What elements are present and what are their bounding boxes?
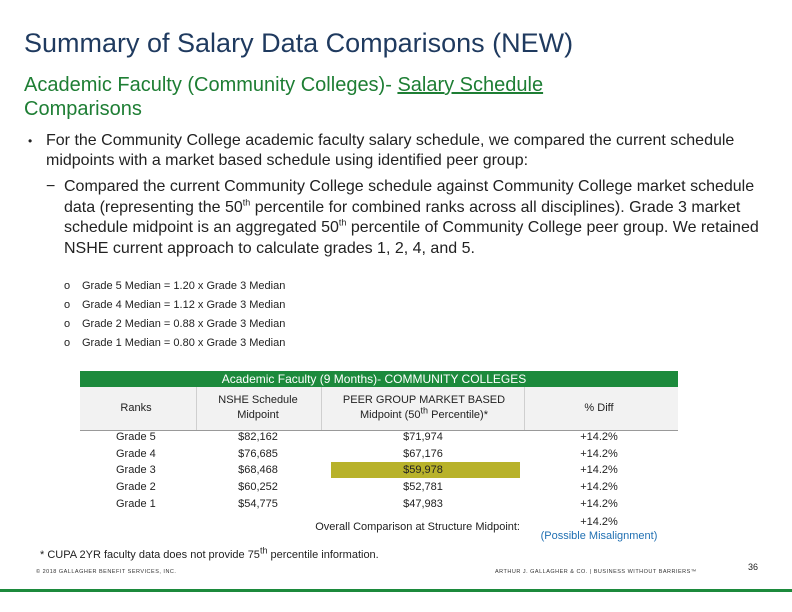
table-cell: +14.2%	[580, 447, 618, 460]
dash-text: Compared the current Community College schedule against Community College market schedule data (representing the 50th percentile for combined ranks across all disciplines). Grade 3 market schedule midpoint is an aggregated 50th percentile of Community College peer group. We retained NSHE current approach to calculate grades 1, 2, 4, and 5.	[64, 178, 759, 257]
footer-rule	[0, 589, 792, 592]
main-bullet	[28, 131, 773, 171]
table-cell: $59,978	[403, 464, 443, 477]
column-divider	[196, 387, 197, 431]
list-item: o Grade 1 Median = 0.80 x Grade 3 Median	[64, 337, 286, 349]
column-divider	[321, 387, 322, 431]
subtitle-part3: Comparisons	[24, 98, 142, 120]
grade-ratio-list	[64, 279, 285, 355]
ranks-column	[116, 429, 196, 513]
footnote: * CUPA 2YR faculty data does not provide 75th percentile information.	[40, 545, 379, 561]
col-header-nshe: NSHE Schedule Midpoint	[218, 394, 298, 421]
dash-item	[46, 177, 776, 259]
bullet-text: For the Community College academic faculty salary schedule, we compared the current schedule midpoints with a market based schedule using identified peer group:	[46, 132, 735, 169]
column-divider	[524, 387, 525, 431]
table-cell: $71,974	[403, 431, 443, 443]
bullet-icon: •	[28, 134, 33, 148]
table-cell: +14.2%	[580, 464, 618, 477]
table-cell: $82,162	[238, 431, 278, 443]
col-header-ranks: Ranks	[120, 402, 152, 414]
brand-tagline: ARTHUR J. GALLAGHER & CO. | BUSINESS WITHOUT BARRIERS™	[495, 569, 697, 575]
table-cell: +14.2%	[580, 497, 618, 510]
table-cell: $47,983	[403, 497, 443, 510]
table-cell: Grade 5	[116, 431, 156, 443]
overall-comparison-label: Overall Comparison at Structure Midpoint:	[315, 521, 520, 533]
table-cell: Grade 3	[116, 464, 156, 477]
subtitle-part2: Salary Schedule	[397, 74, 544, 96]
overall-comparison-value	[528, 515, 670, 543]
table-cell: $52,781	[403, 481, 443, 494]
col-header-peer: PEER GROUP MARKET BASED Midpoint (50th Percentile)*	[342, 394, 506, 421]
table-cell: Grade 1	[116, 497, 156, 510]
peer-column	[378, 429, 468, 513]
copyright: © 2018 GALLAGHER BENEFIT SERVICES, INC.	[36, 569, 177, 575]
table-cell: +14.2%	[580, 481, 618, 494]
table-cell: +14.2%	[580, 431, 618, 443]
list-item: o Grade 2 Median = 0.88 x Grade 3 Median	[64, 318, 286, 330]
table-cell: $67,176	[403, 447, 443, 460]
nshe-column	[214, 429, 302, 513]
dash-icon: −	[46, 178, 56, 195]
section-subtitle	[24, 73, 744, 121]
overall-value: +14.2%	[580, 516, 618, 528]
table-cell: Grade 4	[116, 447, 156, 460]
table-cell: $76,685	[238, 447, 278, 460]
table-cell: Grade 2	[116, 481, 156, 494]
list-item: o Grade 4 Median = 1.12 x Grade 3 Median	[64, 299, 286, 311]
page-title: Summary of Salary Data Comparisons (NEW)	[24, 28, 574, 58]
list-item: o Grade 5 Median = 1.20 x Grade 3 Median	[64, 280, 286, 292]
table-cell: $60,252	[238, 481, 278, 494]
misalignment-note: (Possible Misalignment)	[540, 530, 658, 542]
page-number: 36	[748, 562, 759, 572]
subtitle-part1: Academic Faculty (Community Colleges)-	[24, 74, 398, 96]
diff-column	[560, 429, 638, 513]
table-caption: Academic Faculty (9 Months)- COMMUNITY COLLEGES	[80, 371, 678, 387]
table-cell: $68,468	[238, 464, 278, 477]
table-cell: $54,775	[238, 497, 278, 510]
col-header-diff: % Diff	[584, 402, 614, 414]
